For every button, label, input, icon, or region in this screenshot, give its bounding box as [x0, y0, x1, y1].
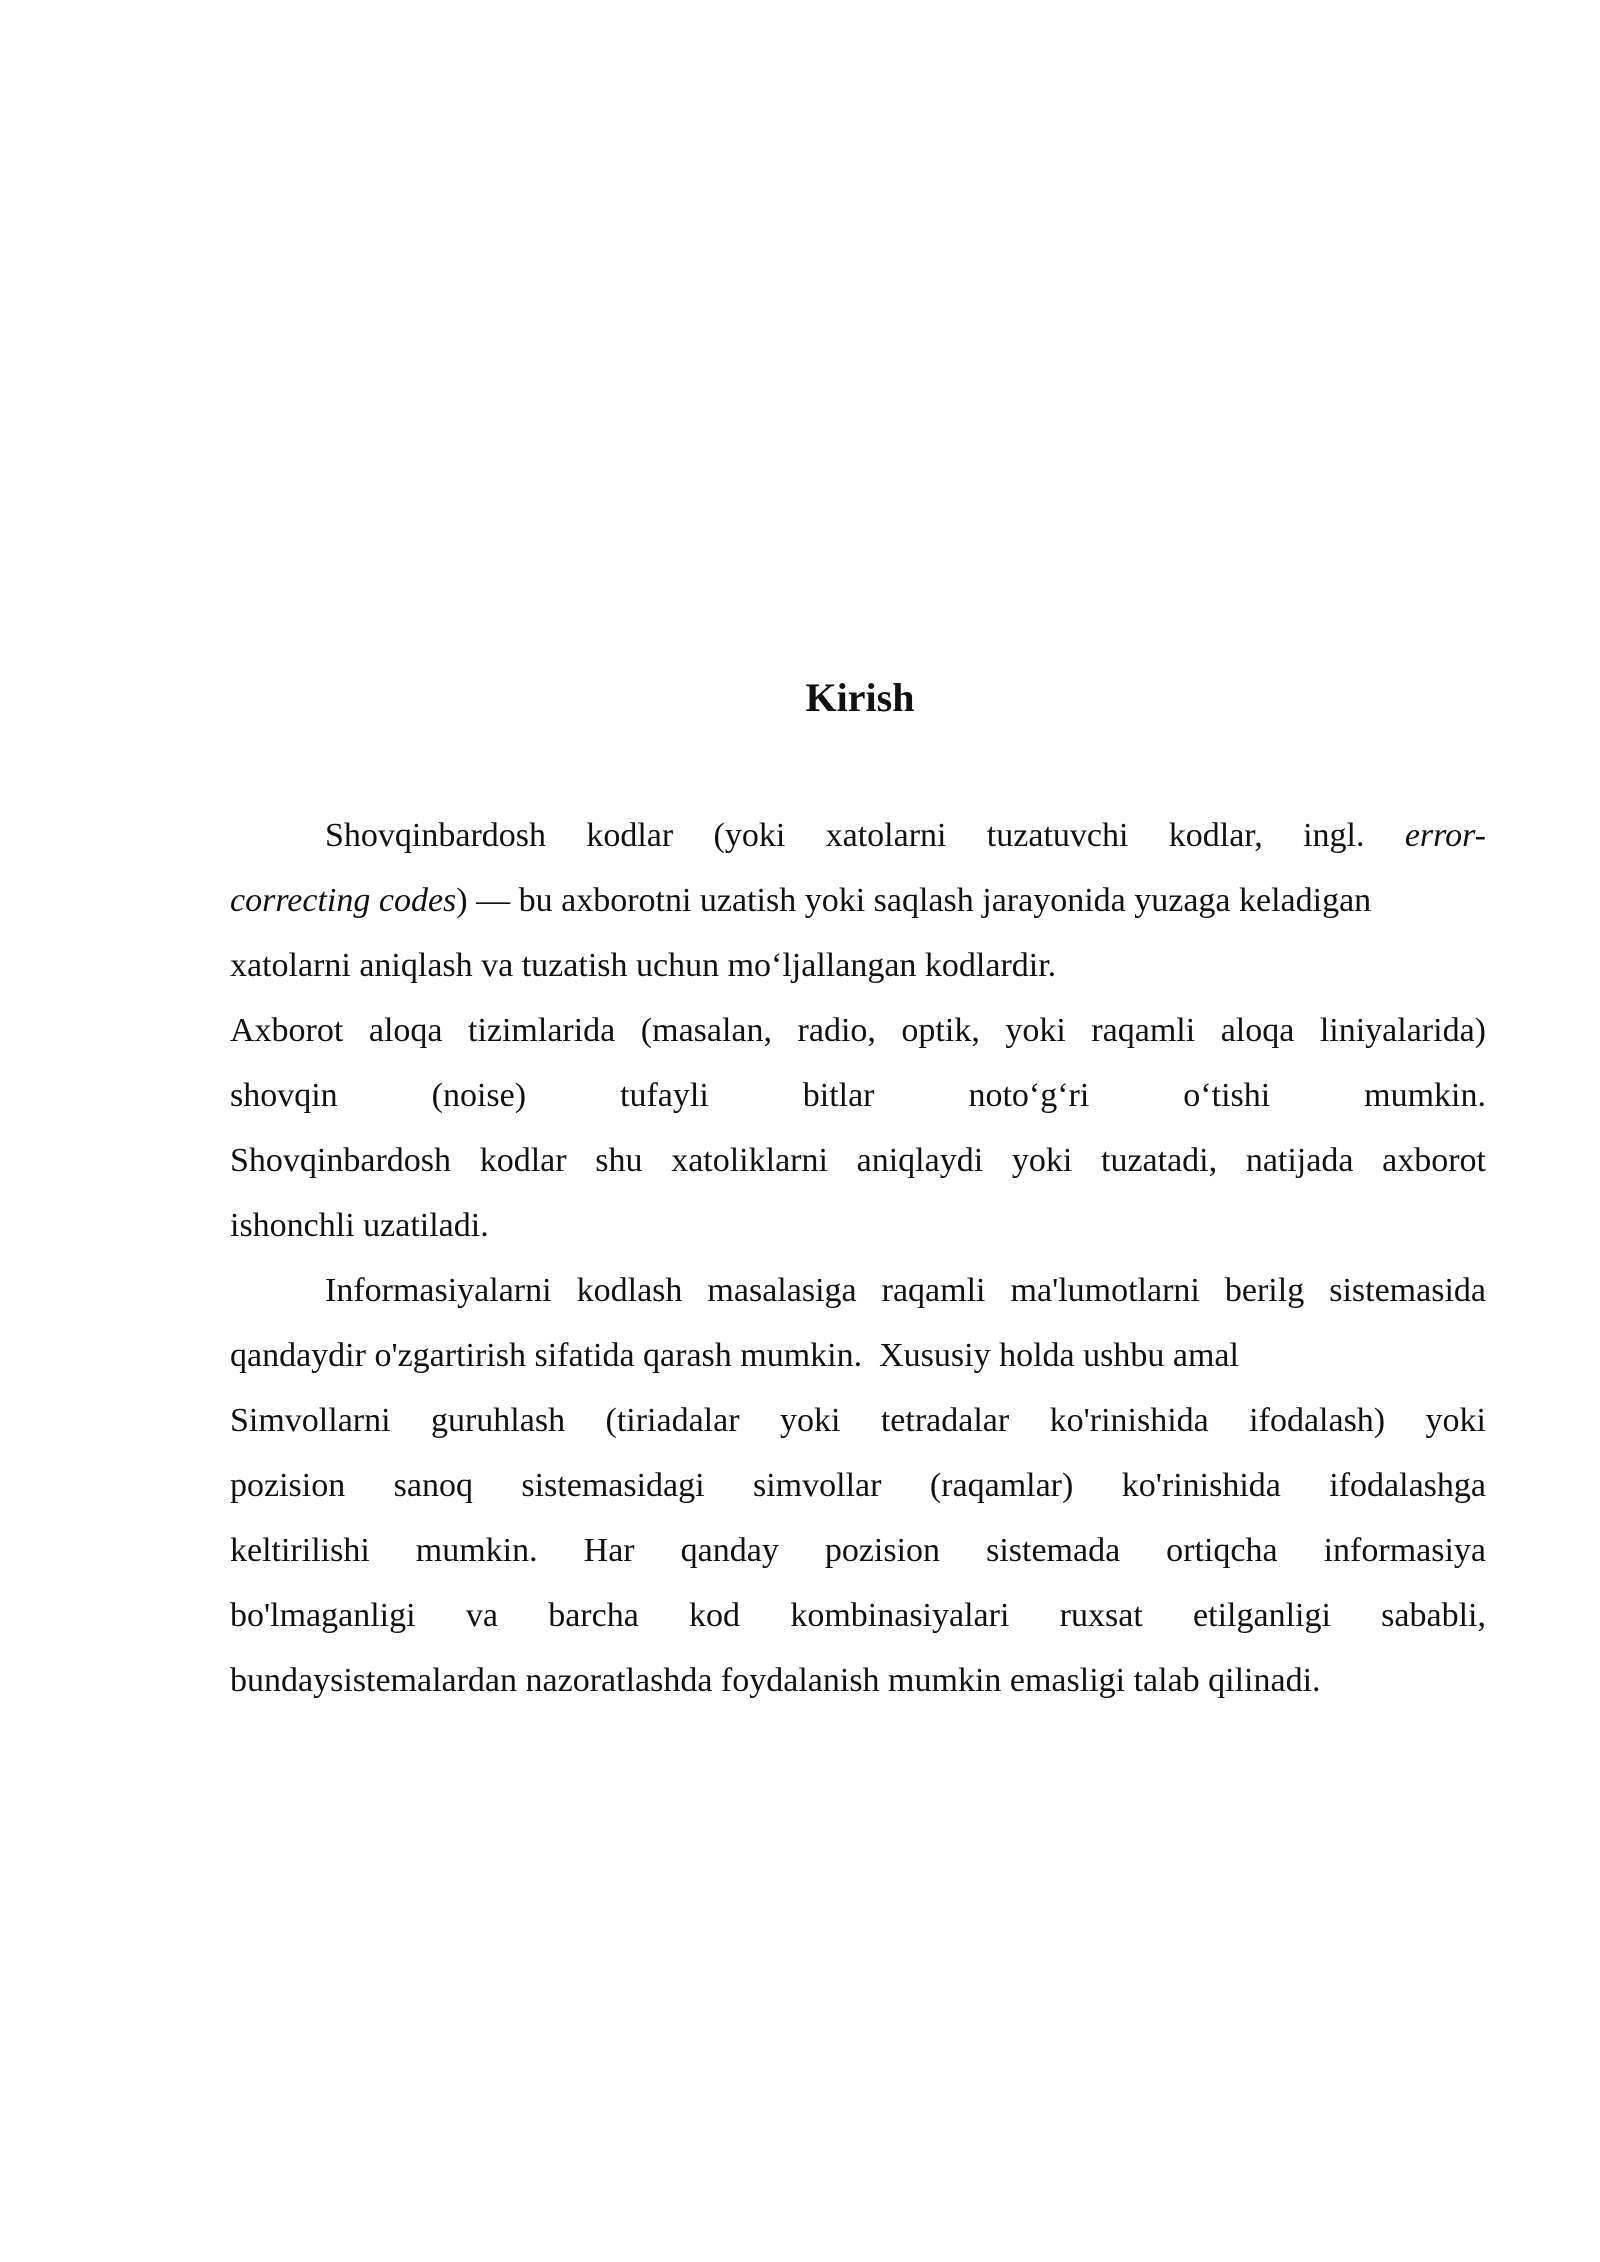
- paragraph-3-line-3: Simvollarni guruhlash (tiriadalar yoki tetradalar ko'rinishida ifodalash) yoki: [230, 1402, 1486, 1439]
- paragraph-1-line-2-text: ) — bu axborotni uzatish yoki saqlash jarayonida yuzaga keladigan: [456, 882, 1372, 919]
- paragraph-3-line-4: pozision sanoq sistemasidagi simvollar (raqamlar) ko'rinishida ifodalashga: [230, 1467, 1486, 1504]
- paragraph-1-line-1-text: Shovqinbardosh kodlar (yoki xatolarni tuzatuvchi kodlar, ingl.: [325, 817, 1365, 854]
- paragraph-3-line-7: bundaysistemalardan nazoratlashda foydalanish mumkin emasligi talab qilinadi.: [230, 1662, 1321, 1699]
- page-title: Kirish: [805, 675, 915, 720]
- document-body: [230, 803, 1486, 1713]
- paragraph-1-line-2: [230, 868, 1486, 933]
- paragraph-2-line-3: Shovqinbardosh kodlar shu xatoliklarni aniqlaydi yoki tuzatadi, natijada axborot: [230, 1142, 1486, 1179]
- paragraph-1-line-1: [230, 803, 1486, 868]
- paragraph-2-line-2: shovqin (noise) tufayli bitlar noto‘g‘ri o‘tishi mumkin.: [230, 1077, 1486, 1114]
- paragraph-1-line-2-italic: correcting codes: [230, 882, 457, 919]
- paragraph-1-line-1-italic: error-: [1404, 817, 1486, 854]
- paragraph-3-line-6: bo'lmaganligi va barcha kod kombinasiyalari ruxsat etilganligi sababli,: [230, 1597, 1486, 1634]
- paragraph-3-line-1: Informasiyalarni kodlash masalasiga raqamli ma'lumotlarni berilg sistemasida: [325, 1272, 1486, 1309]
- paragraph-1-line-3: xatolarni aniqlash va tuzatish uchun mo‘ljallangan kodlardir.: [230, 947, 1057, 984]
- paragraph-3-line-5: keltirilishi mumkin. Har qanday pozision sistemada ortiqcha informasiya: [230, 1532, 1486, 1569]
- paragraph-3-line-2: qandaydir o'zgartirish sifatida qarash mumkin. Xususiy holda ushbu amal: [230, 1337, 1239, 1374]
- paragraph-2-line-4: ishonchli uzatiladi.: [230, 1207, 489, 1244]
- paragraph-2-line-1: Axborot aloqa tizimlarida (masalan, radio, optik, yoki raqamli aloqa liniyalarida): [230, 1012, 1486, 1049]
